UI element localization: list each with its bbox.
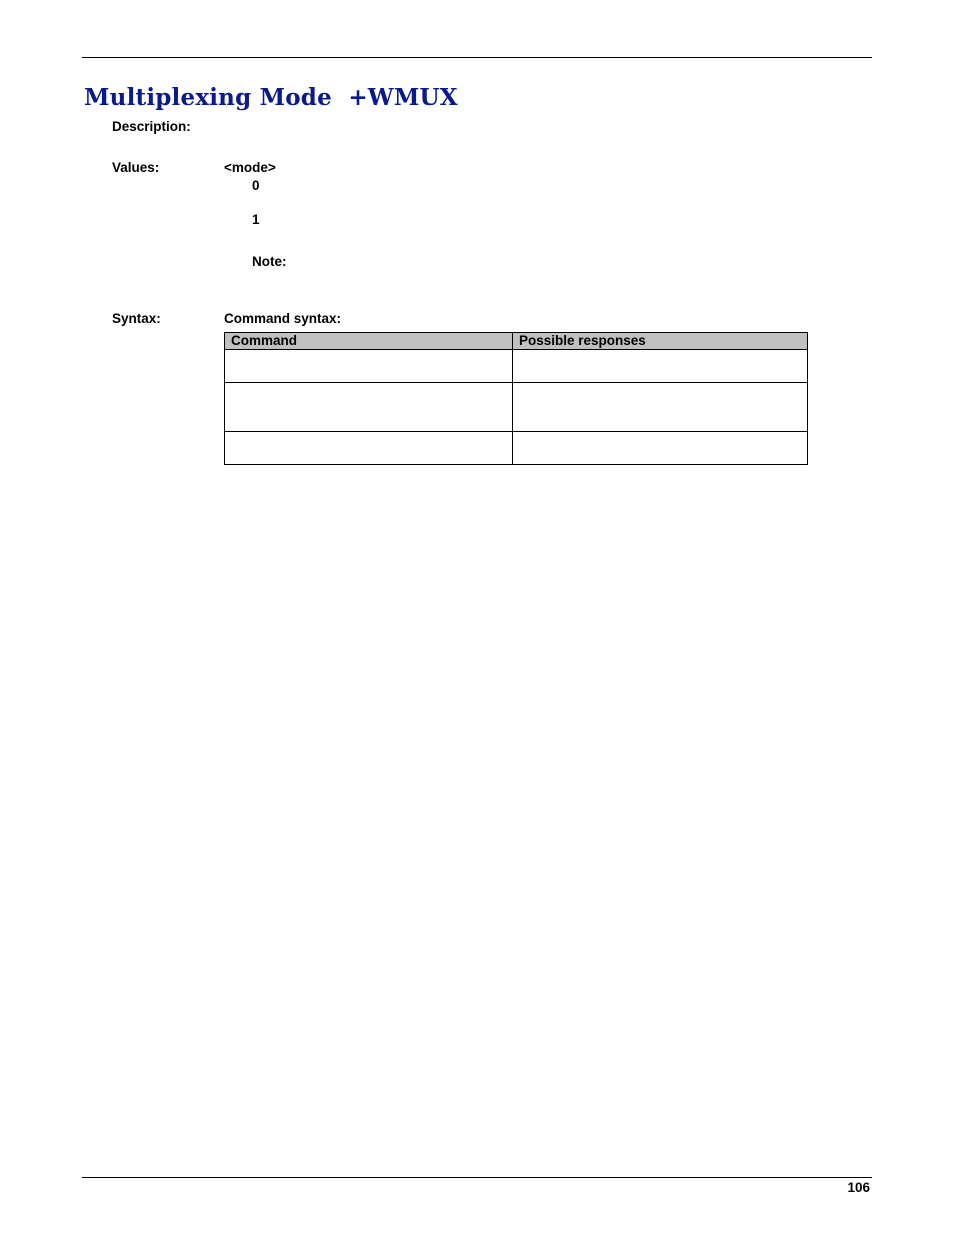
footer-rule [82, 1177, 872, 1178]
header-possible-responses: Possible responses [513, 333, 808, 350]
header-rule [82, 57, 872, 58]
mode-option-1: 1 [252, 212, 260, 227]
response-cell [513, 432, 808, 465]
values-label: Values: [112, 160, 160, 175]
command-cell [225, 350, 513, 383]
table-row [225, 383, 808, 432]
response-cell [513, 383, 808, 432]
table-row [225, 432, 808, 465]
command-cell [225, 383, 513, 432]
table-row [225, 350, 808, 383]
syntax-label: Syntax: [112, 311, 161, 326]
table-header-row [225, 333, 808, 350]
response-cell [513, 350, 808, 383]
syntax-table [224, 332, 808, 465]
mode-option-0: 0 [252, 178, 260, 193]
description-label: Description: [112, 119, 191, 134]
command-cell [225, 432, 513, 465]
note-label: Note: [252, 254, 287, 269]
command-syntax-label: Command syntax: [224, 311, 342, 326]
header-command: Command [225, 333, 513, 350]
page-title: Multiplexing Mode +WMUX [84, 84, 458, 111]
page-number: 106 [847, 1180, 870, 1195]
mode-parameter: <mode> [224, 160, 276, 175]
